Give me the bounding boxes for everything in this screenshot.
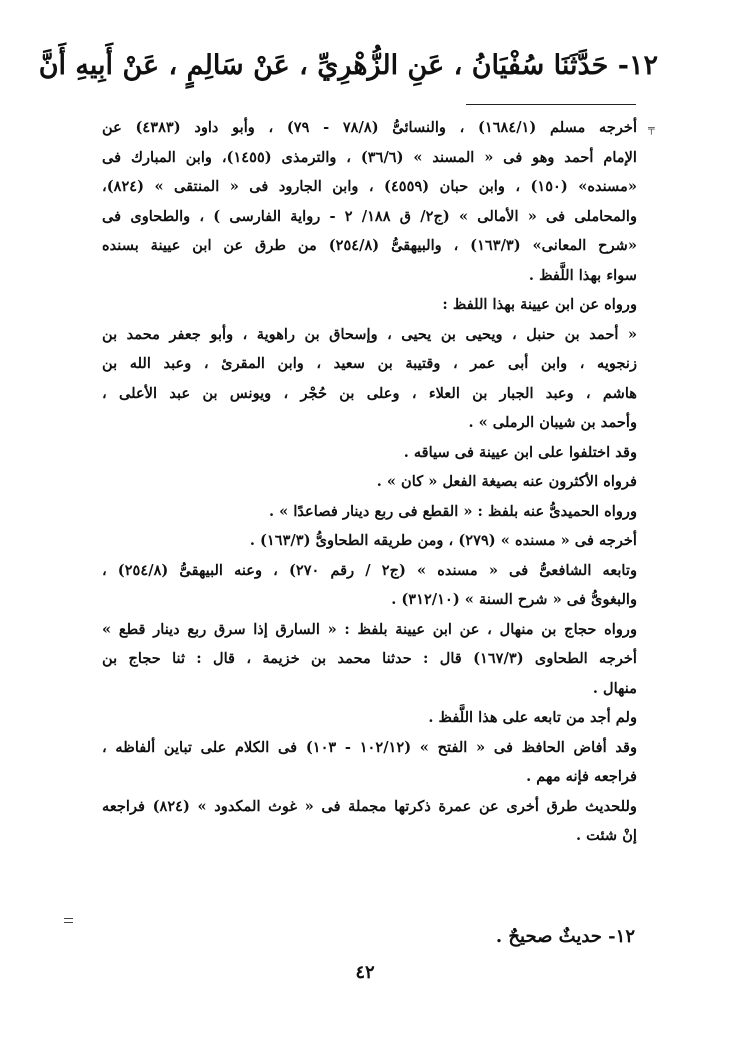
text-line: ورواه عن ابن عيينة بهذا اللفظ : — [442, 296, 637, 313]
text-line: والبغوىُّ فى « شرح السنة » (٣١٢/١٠) . — [391, 591, 637, 608]
text-line: ولم أجد من تابعه على هذا اللَّفظ . — [428, 709, 637, 726]
text-line: فراجعه فإنه مهم . — [526, 768, 637, 785]
hadith-verdict: ١٢- حديثٌ صحيحٌ . — [495, 926, 635, 947]
text-line: سواء بهذا اللَّفظ . — [528, 266, 637, 284]
text-line: ورواه حجاج بن منهال ، عن ابن عيينة بلفظ : « السارق إذا سرق ربع دينار قطع » — [102, 620, 637, 638]
text-line: منهال . — [592, 679, 637, 697]
text-line: هاشم ، وعبد الجبار بن العلاء ، وعلى بن حُجْر ، ويونس بن عبد الأعلى ، — [102, 384, 637, 402]
commentary-text — [102, 113, 637, 851]
text-line: أخرجه مسلم (١٦٨٤/١) ، والنسائىُّ (٧٨/٨ - ٧٩) ، وأبو داود (٤٣٨٣) عن — [102, 119, 637, 136]
text-line: زنجويه ، وابن أبى عمر ، وقتيبة بن سعيد ، وابن المقرئ ، وعبد الله بن — [102, 355, 637, 372]
text-line: وتابعه الشافعىُّ فى « مسنده » (ج٢ / رقم ٢٧٠) ، وعنه البيهقىُّ (٢٥٤/٨) ، — [102, 561, 637, 579]
text-line: «شرح المعانى» (١٦٣/٣) ، والبيهقىُّ (٢٥٤/٨) من طرق عن ابن عيينة بسنده — [102, 237, 637, 254]
hadith-heading: ١٢- حَدَّثَنَا سُفْيَانُ ، عَنِ الزُّهْرِيِّ ، عَنْ سَالِمٍ ، عَنْ أَبِيهِ أَنَّ — [38, 50, 658, 81]
text-line: وقد اختلفوا على ابن عيينة فى سياقه . — [403, 443, 637, 461]
text-line: «مسنده» (١٥٠) ، وابن حبان (٤٥٥٩) ، وابن الجارود فى « المنتقى » (٨٢٤)، — [102, 178, 637, 195]
text-line: الإمام أحمد وهو فى « المسند » (٣٦/٦) ، والترمذى (١٤٥٥)، وابن المبارك فى — [102, 148, 637, 166]
text-line: أخرجه فى « مسنده » (٢٧٩) ، ومن طريقه الطحاوىُّ (١٦٣/٣) . — [249, 532, 637, 549]
text-line: وقد أفاض الحافظ فى « الفتح » (١٠٢/١٢ - ١٠٣) فى الكلام على تباين ألفاظه ، — [102, 738, 637, 756]
text-line: وللحديث طرق أخرى عن عمرة ذكرتها مجملة فى « غوث المكدود » (٨٢٤) فراجعه — [102, 797, 637, 815]
text-line: والمحاملى فى « الأمالى » (ج٢/ ق ١٨٨/ ٢ - رواية الفارسى ) ، والطحاوى فى — [102, 207, 637, 225]
margin-mark: ╤ — [648, 122, 655, 135]
text-line: أخرجه الطحاوى (١٦٧/٣) قال : حدثنا محمد بن خزيمة ، قال : ثنا حجاج بن — [102, 650, 637, 667]
text-line: فرواه الأكثرون عنه بصيغة الفعل « كان » . — [376, 473, 637, 490]
page-number: ٤٢ — [355, 962, 375, 983]
text-line: إنْ شئت . — [576, 827, 637, 844]
text-line: وأحمد بن شيبان الرملى » . — [468, 414, 637, 431]
footnote-divider — [466, 104, 636, 105]
text-line: ورواه الحميدىُّ عنه بلفظ : « القطع فى ربع دينار فصاعدًا » . — [268, 502, 637, 520]
margin-mark — [64, 918, 76, 928]
text-line: « أحمد بن حنبل ، ويحيى بن يحيى ، وإسحاق بن راهوية ، وأبو جعفر محمد بن — [102, 325, 637, 343]
